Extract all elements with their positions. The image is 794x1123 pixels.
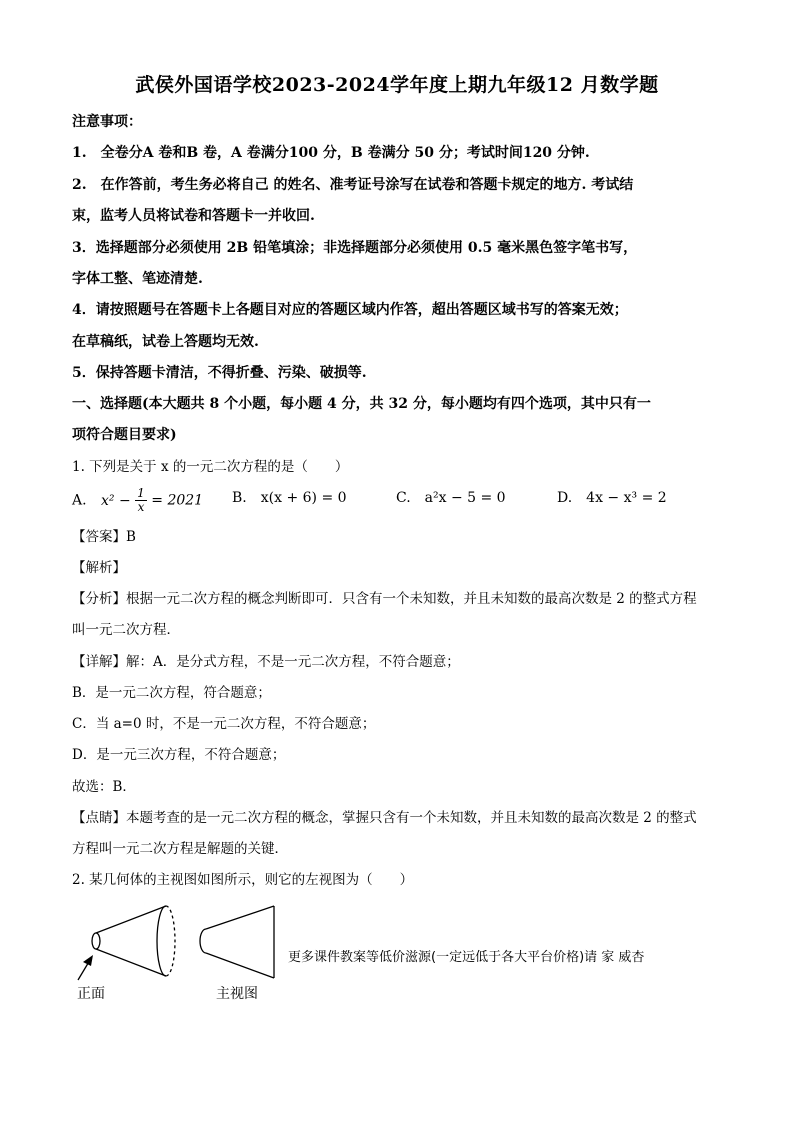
detail-line-1: 【详解】解：A．是分式方程，不是一元二次方程，不符合题意； bbox=[72, 654, 460, 670]
notice-item-5: 5．保持答题卡清洁，不得折叠、污染、破损等. bbox=[72, 365, 367, 381]
label-main-view: 主视图 bbox=[216, 986, 258, 1002]
ad-text: 更多课件教案等低价滋源(一定远低于各大平台价格)请 家 威杏 bbox=[288, 950, 645, 965]
notice-item-1: 1. 全卷分A 卷和B 卷，A 卷满分100 分，B 卷满分 50 分；考试时间120 分钟. bbox=[72, 145, 590, 161]
arrow-head-icon bbox=[83, 955, 93, 966]
main-view-top-edge bbox=[206, 906, 274, 929]
analysis-tag: 【解析】 bbox=[72, 560, 126, 576]
notice-heading: 注意事项： bbox=[72, 114, 142, 130]
comment-line-1: 【点睛】本题考查的是一元二次方程的概念，掌握只含有一个未知数，并且未知数的最高次数是 2 的整式 bbox=[72, 810, 697, 826]
question-1-stem: 1. 下列是关于 x 的一元二次方程的是（ ） bbox=[72, 459, 349, 475]
option-a-pre: x² − bbox=[101, 492, 131, 509]
main-view-bottom-edge bbox=[206, 953, 274, 978]
option-a-denominator: x bbox=[137, 500, 145, 514]
main-view-left-arc bbox=[200, 929, 206, 953]
main-view-figure bbox=[196, 905, 280, 985]
notice-item-3-cont: 字体工整、笔迹清楚. bbox=[72, 271, 203, 287]
notice-item-2-cont: 束，监考人员将试卷和答题卡一并收回. bbox=[72, 208, 315, 224]
option-a-fraction bbox=[135, 487, 147, 514]
question-2-stem: 2. 某几何体的主视图如图所示，则它的左视图为（ ） bbox=[72, 872, 414, 888]
option-a-post: = 2021 bbox=[151, 492, 204, 509]
analysis-line-2: 叫一元二次方程． bbox=[72, 622, 180, 638]
detail-line-3: C．当 a=0 时，不是一元二次方程，不符合题意； bbox=[72, 716, 376, 732]
large-end-hidden-arc bbox=[166, 906, 175, 976]
frustum-bottom-edge bbox=[96, 949, 166, 976]
detail-line-2: B．是一元二次方程，符合题意； bbox=[72, 685, 271, 701]
comment-line-2: 方程叫一元二次方程是解题的关键． bbox=[72, 841, 288, 857]
option-d: D. 4x − x³ = 2 bbox=[557, 490, 667, 506]
label-front: 正面 bbox=[77, 986, 105, 1002]
option-b: B. x(x + 6) = 0 bbox=[232, 490, 347, 506]
option-a-numerator: 1 bbox=[137, 486, 145, 500]
frustum-top-edge bbox=[96, 906, 166, 933]
large-end-front-arc bbox=[157, 906, 166, 976]
answer-line: 【答案】B bbox=[72, 529, 136, 545]
small-end-ellipse bbox=[92, 933, 100, 949]
notice-item-4: 4．请按照题号在答题卡上各题目对应的答题区域内作答，超出答题区域书写的答案无效； bbox=[72, 302, 628, 318]
option-a bbox=[72, 487, 203, 514]
notice-item-4-cont: 在草稿纸，试卷上答题均无效. bbox=[72, 334, 259, 350]
page-title: 武侯外国语学校2023-2024学年度上期九年级12 月数学题 bbox=[135, 74, 659, 96]
analysis-line-1: 【分析】根据一元二次方程的概念判断即可．只含有一个未知数，并且未知数的最高次数是 2 的整式方程 bbox=[72, 591, 697, 607]
detail-line-4: D．是一元三次方程，不符合题意； bbox=[72, 747, 286, 763]
option-c: C. a²x − 5 = 0 bbox=[396, 490, 506, 506]
notice-item-3: 3．选择题部分必须使用 2B 铅笔填涂；非选择题部分必须使用 0.5 毫米黑色签字笔书写， bbox=[72, 240, 638, 256]
section-heading: 一、选择题(本大题共 8 个小题，每小题 4 分，共 32 分，每小题均有四个选项，其中只有一 bbox=[72, 396, 651, 412]
option-a-label: A. bbox=[72, 492, 87, 509]
section-heading-cont: 项符合题目要求) bbox=[72, 427, 177, 443]
notice-item-2: 2. 在作答前，考生务必将自己 的姓名、准考证号涂写在试卷和答题卡规定的地方. 考试结 bbox=[72, 177, 634, 193]
detail-line-5: 故选：B． bbox=[72, 779, 136, 795]
